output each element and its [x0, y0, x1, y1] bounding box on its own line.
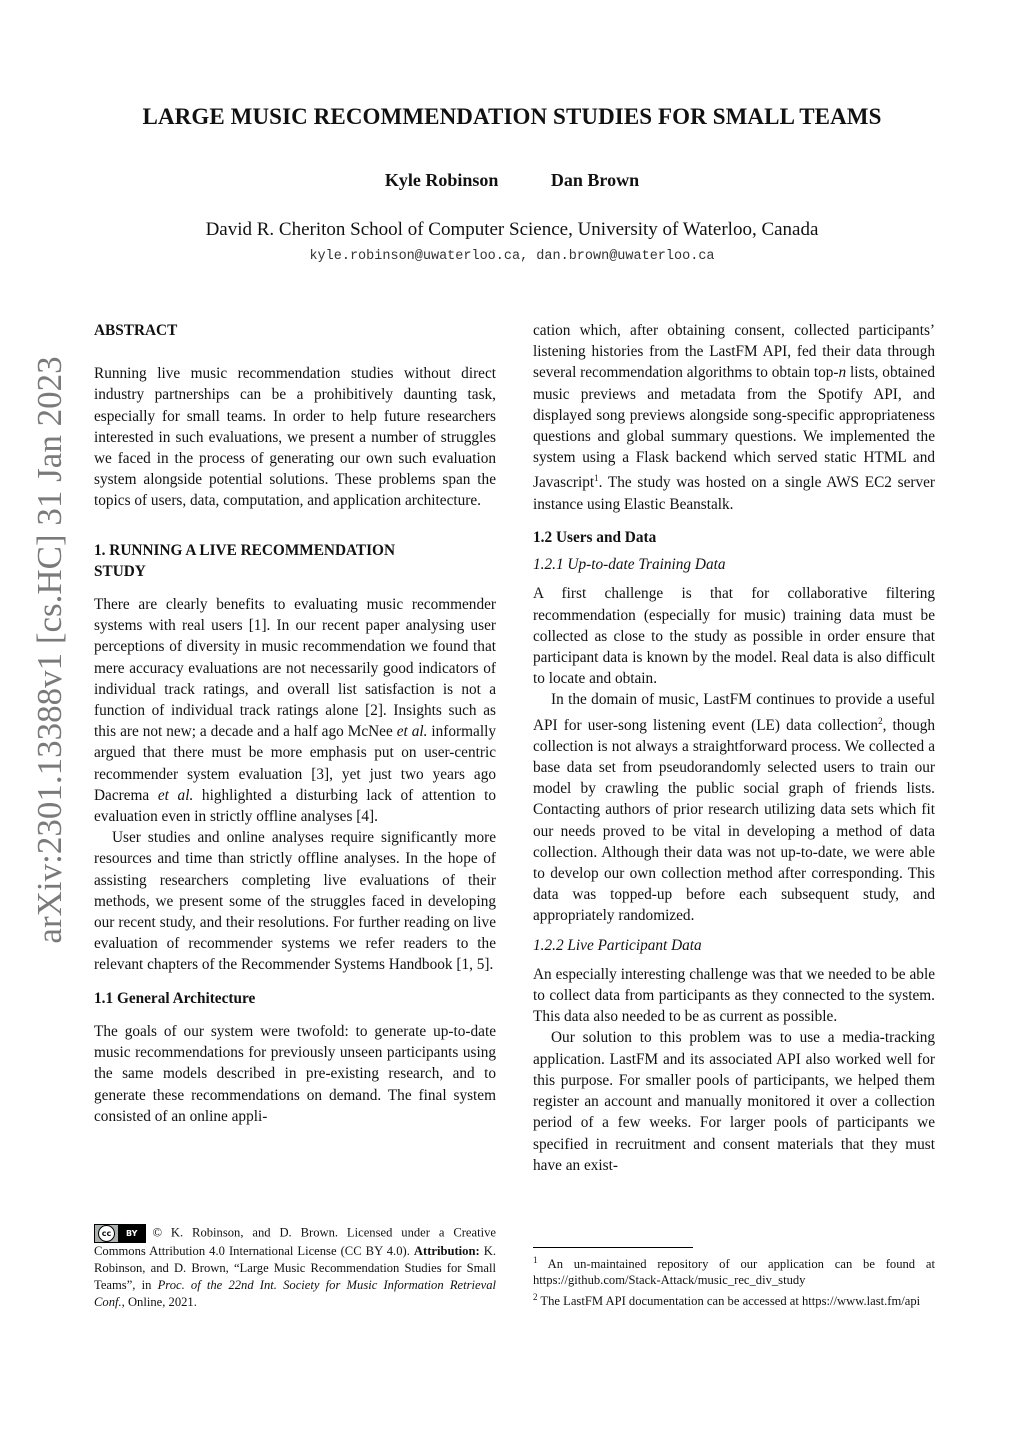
- arxiv-sidebar-stamp: arXiv:2301.13388v1 [cs.HC] 31 Jan 2023: [30, 356, 69, 944]
- footnote-divider: [533, 1247, 693, 1248]
- author-name: Kyle Robinson: [384, 170, 499, 190]
- section-1-2-2-paragraph-2: Our solution to this problem was to use a media-tracking application. LastFM and its associated API also worked well for this purpose. For smaller pools of participants, we helped them register an account and manually monitored it over a collection period of a few weeks. For larger pools of participants we specified in recruitment and consent materials that they must have an exist-: [533, 1029, 935, 1174]
- abstract-text: Running live music recommendation studies without direct industry partnerships can be a prohibitively daunting task, especially for small teams. In order to help future researchers interested in such evaluations, we present a number of struggles we faced in the process of generating our own such evaluation system alongside potential solutions. These problems span the topics of users, data, computation, and application architecture.: [94, 365, 496, 510]
- section-1-heading-line1: 1. RUNNING A LIVE RECOMMENDATION: [94, 541, 395, 559]
- section-1-2-2-heading: 1.2.2 Live Participant Data: [533, 936, 702, 954]
- footnotes: [533, 1252, 935, 1310]
- author-list: [0, 170, 1024, 191]
- footnote-2: $^2$ The LastFM API documentation can be accessed at https://www.last.fm/api: [533, 1292, 921, 1309]
- section-1-2-1-heading: 1.2.1 Up-to-date Training Data: [533, 556, 726, 574]
- section-1-heading-line2: STUDY: [94, 562, 146, 580]
- license-note: cc BY © K. Robinson, and D. Brown. Licensed under a Creative Commons Attribution 4.0 International License (CC BY 4.0). Attribution: K. Robinson, and D. Brown, “Large Music Recommendation Studies for Small Teams”, in Proc. of the 22nd Int. Society for Music Information Retrieval Conf., Online, 2021.: [94, 1225, 496, 1309]
- right-column: [533, 320, 935, 1176]
- section-1-1-paragraph: The goals of our system were twofold: to generate up-to-date music recommendations for previously unseen participants using the same models described in pre-existing research, and to generate these recommendations on demand. The final system consisted of an online appli-: [94, 1022, 496, 1125]
- section-1-2-2-paragraph-1: An especially interesting challenge was that we needed to be able to collect data from participants as they connected to the system. This data also needed to be as current as possible.: [533, 965, 935, 1026]
- section-1-2-1-paragraph-1: A first challenge is that for collaborative filtering recommendation (especially for music) training data must be collected as close to the study as possible in order ensure that participant data is known by the model. Real data is also difficult to locate and obtain.: [533, 585, 935, 688]
- left-column: [94, 320, 496, 1127]
- section-1-2-1-paragraph-2: In the domain of music, LastFM continues to provide a useful API for user-song listening event (LE) data collection$^2$, though collection is not always a straightforward process. We collected a base data set from pseudorandomly selected users to train our model by crawling the public social graph of friends lists. Contacting authors of prior research utilizing data sets which fit our needs proved to be vital in developing a method of data collection. Although their data was not up-to-date, we were able to develop our own collection method after corresponding. This data was topped-up before each subsequent study, and appropriately randomized.: [533, 691, 936, 925]
- section-1-2-heading: 1.2 Users and Data: [533, 528, 657, 546]
- section-1-1-paragraph-continued: cation which, after obtaining consent, collected participants’ listening histories from the LastFM API, fed their data through several recommendation algorithms to obtain top-n lists, obtained music previews and metadata from the Spotify API, and displayed song previews alongside song-specific appropriateness questions and global summary questions. We implemented the system using a Flask backend which served static HTML and Javascript$^1$. The study was hosted on a single AWS EC2 server instance using Elastic Beanstalk.: [533, 322, 935, 513]
- author-name: Dan Brown: [550, 170, 640, 190]
- affiliation: David R. Cheriton School of Computer Science, University of Waterloo, Canada: [205, 219, 819, 240]
- paper-title: LARGE MUSIC RECOMMENDATION STUDIES FOR SMALL TEAMS: [142, 104, 882, 129]
- section-1-paragraph-2: User studies and online analyses require significantly more resources and time than strictly offline analyses. In the hope of assisting researchers completing live evaluations of their methods, we present some of the struggles faced in developing our recent study, and their resolutions. For further reading on live evaluation of recommender systems we refer readers to the relevant chapters of the Recommender Systems Handbook [1, 5].: [94, 829, 496, 974]
- cc-by-license-icon: cc BY: [94, 1224, 146, 1243]
- author-emails: kyle.robinson@uwaterloo.ca, dan.brown@uwaterloo.ca: [309, 249, 715, 264]
- section-1-heading: [94, 540, 496, 582]
- footnote-1: $^1$ An un-maintained repository of our application can be found at https://github.com/Stack-Attack/music_rec_div_study: [533, 1255, 935, 1288]
- section-1-paragraph-1: There are clearly benefits to evaluating music recommender systems with real users [1]. In our recent paper analysing user perceptions of diversity in music recommendation we found that mere accuracy evaluations are not necessarily good indicators of individual track ratings, and overall list satisfaction is not a function of individual track ratings alone [2]. Insights such as this are not new; a decade and a half ago McNee et al. informally argued that there must be more emphasis put on user-centric recommender system evaluation [3], yet just two years ago Dacrema et al. highlighted a disturbing lack of attention to evaluation even in strictly offline analyses [4].: [94, 596, 496, 826]
- abstract-heading: ABSTRACT: [94, 322, 178, 339]
- section-1-1-heading: 1.1 General Architecture: [94, 989, 256, 1007]
